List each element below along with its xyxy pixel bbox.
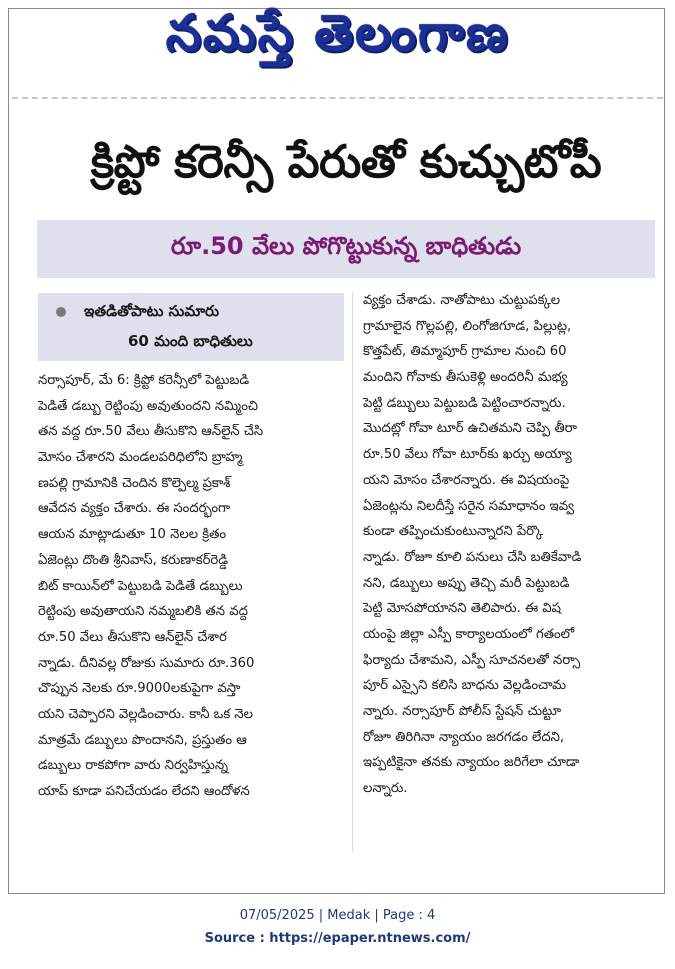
- article-text-line: మోసం చేశారని మండలపరిధిలోని బ్రాహ్మ: [38, 450, 243, 466]
- article-text-line: మొదట్లో గోవా టూర్ ఉచితమని చెప్పి తీరా: [363, 421, 578, 437]
- article-text-line: యని చెప్పారని వెల్లడించారు. కానీ ఒక నెల: [38, 706, 253, 722]
- source-link[interactable]: Source : https://epaper.ntnews.com/: [204, 931, 471, 946]
- article-text-line: పూర్ ఎస్సైని కలిసి బాధను వెల్లడించామ: [363, 678, 567, 694]
- footer-date-line: 07/05/2025 | Medak | Page : 4: [239, 908, 436, 923]
- article-text-line: రోజూ తిరిగినా న్యాయం జరగడం లేదని,: [363, 729, 565, 745]
- article-text-line: యాప్ కూడా పనిచేయడం లేదని ఆందోళన: [38, 784, 250, 799]
- article-text-line: మాత్రమే డబ్బులు పొందానని, ప్రస్తుతం ఆ: [38, 732, 247, 748]
- article-text-line: న్నారు. నర్సాపూర్ పోలీస్ స్టేషన్ చుట్టూ: [363, 704, 562, 719]
- masthead: [0, 0, 675, 80]
- masthead-divider: [12, 97, 663, 99]
- article-text-line: ఏజెంట్లను నిలదీస్తే సరైన సమాధానం ఇవ్వ: [363, 498, 575, 514]
- article-text-line: రెట్టింపు అవుతాయని నమ్మబలికి తన వద్ద: [38, 604, 248, 620]
- article-text-line: న్నాడు. రోజూ కూలి పనులు చేసి బతికేవాడి: [363, 549, 582, 565]
- article-text-line: కుండా తప్పించుకుంటున్నారని పేర్కొ: [363, 524, 544, 540]
- article-left-column: [38, 368, 343, 805]
- article-text-line: న్నాడు. దీనివల్ల రోజుకు సుమారు రూ.360: [38, 655, 255, 671]
- highlight-line-2: 60 మంది బాధితులు: [128, 332, 253, 350]
- article-text-line: నర్సాపూర్, మే 6: క్రిప్టో కరెన్సీలో పెట్టుబడి: [38, 373, 250, 388]
- highlight-box: [38, 293, 344, 361]
- article-text-line: కొత్తపేట్, తిమ్మాపూర్ గ్రామాల నుంచి 60: [363, 344, 567, 360]
- newspaper-logo: నమస్తే తెలంగాణ: [165, 4, 510, 62]
- article-subheadline: రూ.50 వేలు పోగొట్టుకున్న బాధితుడు: [170, 232, 522, 260]
- article-text-line: ఆవేదన వ్యక్తం చేశారు. ఈ సందర్భంగా: [38, 501, 231, 517]
- article-text-line: ఆయన మాట్లాడుతూ 10 నెలల క్రితం: [38, 527, 227, 543]
- article-text-line: ఏజెంట్లు దొంతి శ్రీనివాస్, కరుణాకర్‌రెడ్డి: [38, 552, 228, 568]
- article-text-line: చొప్పున నెలకు రూ.9000లకుపైగా వస్తా: [38, 681, 241, 697]
- article-text-line: ఫిర్యాదు చేశామని, ఎస్పీ సూచనలతో నర్సా: [363, 652, 581, 668]
- article-headline: క్రిప్టో కరెన్సీ పేరుతో కుచ్చుటోపీ: [90, 135, 602, 188]
- article-text-line: బిట్ కాయిన్‌లో పెట్టుబడి పెడితే డబ్బులు: [38, 578, 243, 594]
- article-text-line: వ్యక్తం చేశాడు. నాతోపాటు చుట్టుపక్కల: [363, 293, 561, 308]
- article-text-line: మందిని గోవాకు తీసుకెళ్లి అందరినీ మభ్య: [363, 370, 568, 386]
- article-text-line: గ్రామాలైన గొల్లపల్లి, లింగోజిగూడ, పిల్లుట్ల,: [363, 318, 572, 334]
- article-text-line: పెడితే డబ్బు రెట్టింపు అవుతుందని నమ్మించి: [38, 398, 258, 414]
- article-text-line: పెట్టి డబ్బులు పెట్టుబడి పెట్టించారన్నారు.: [363, 395, 566, 411]
- article-text-line: రూ.50 వేలు గోవా టూర్‌కు ఖర్చు అయ్యా: [363, 447, 572, 463]
- footer-source-line[interactable]: [0, 931, 675, 946]
- highlight-line-1: ఇతడితోపాటు సుమారు: [84, 302, 220, 320]
- article-right-column: [363, 288, 655, 802]
- article-text-line: నని, డబ్బులు అప్పు తెచ్చి మరీ పెట్టుబడి: [363, 575, 570, 591]
- article-text-line: ఇప్పటికైనా తనకు న్యాయం జరిగేలా చూడా: [363, 755, 580, 771]
- article-text-line: డబ్బులు రాకపోగా వారు నిర్వహిస్తున్న: [38, 758, 229, 774]
- article-text-line: పెట్టి మోసపోయానని తెలిపారు. ఈ విష: [363, 601, 562, 617]
- article-text-line: యని మోసం చేశారన్నారు. ఈ విషయంపై: [363, 472, 570, 488]
- article-text-line: లన్నారు.: [363, 781, 408, 797]
- bullet-icon: [56, 307, 66, 317]
- column-divider: [352, 292, 353, 852]
- article-text-line: తన వద్ద రూ.50 వేలు తీసుకొని ఆన్‌లైన్ చేసి: [38, 424, 264, 440]
- article-text-line: ణపల్లి గ్రామానికి చెందిన కొల్పెల్మ ప్రకాశ్: [38, 475, 231, 491]
- subheadline-box: [37, 220, 655, 278]
- article-text-line: యంపై జిల్లా ఎస్పీ కార్యాలయంలో గతంలో: [363, 626, 575, 642]
- article-text-line: రూ.50 వేలు తీసుకొని ఆన్‌లైన్ చేశార: [38, 629, 227, 645]
